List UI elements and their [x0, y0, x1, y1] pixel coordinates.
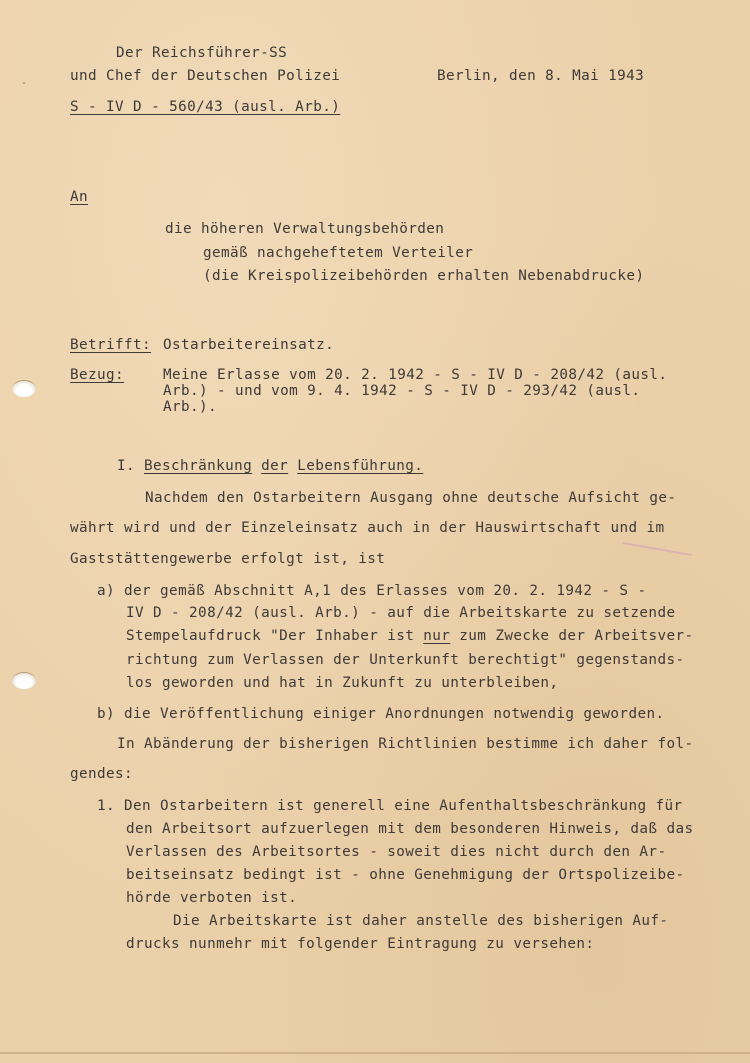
- sender-line-2: und Chef der Deutschen Polizei: [70, 68, 341, 84]
- sender-line-1: Der Reichsführer-SS: [116, 45, 288, 61]
- item-a-line-3-post: zum Zwecke der Arbeitsver-: [450, 628, 694, 644]
- reference-label: Bezug:: [70, 367, 125, 383]
- item-1-line-3: Verlassen des Arbeitsortes - soweit dies nicht durch den Ar-: [126, 844, 667, 860]
- item-b-line-1: b) die Veröffentlichung einiger Anordnungen notwendig geworden.: [97, 706, 665, 722]
- section-word-1: Beschränkung: [144, 458, 253, 474]
- item-a-line-5: los geworden und hat in Zukunft zu unterbleiben,: [126, 675, 559, 691]
- subject-label: Betrifft:: [70, 337, 152, 353]
- reference-line-2: Arb.) - und vom 9. 4. 1942 - S - IV D - 293/42 (ausl.: [163, 383, 641, 399]
- paragraph-2-line-2: gendes:: [70, 766, 134, 782]
- paragraph-2-line-1: In Abänderung der bisherigen Richtlinien bestimme ich daher fol-: [117, 736, 694, 752]
- item-1-line-7: drucks nunmehr mit folgender Eintragung zu versehen:: [126, 936, 595, 952]
- emphasis-nur: nur: [423, 628, 451, 644]
- section-number: I.: [117, 458, 136, 474]
- address-line-1: die höheren Verwaltungsbehörden: [165, 221, 445, 237]
- reference-line-1: Meine Erlasse vom 20. 2. 1942 - S - IV D - 208/42 (ausl.: [163, 367, 668, 383]
- margin-mark: ˇ: [21, 82, 28, 93]
- reference-line-3: Arb.).: [163, 399, 218, 415]
- item-a-line-3-pre: Stempelaufdruck "Der Inhaber ist: [126, 628, 424, 644]
- subject-text: Ostarbeitereinsatz.: [163, 337, 335, 353]
- section-word-2: der: [261, 458, 289, 474]
- paragraph-1-line-3: Gaststättengewerbe erfolgt ist, ist: [70, 551, 386, 567]
- item-1-line-4: beitseinsatz bedingt ist - ohne Genehmigung der Ortspolizeibe-: [126, 867, 685, 883]
- address-line-3: (die Kreispolizeibehörden erhalten Nebenabdrucke): [203, 268, 645, 284]
- paragraph-1-line-1: Nachdem den Ostarbeitern Ausgang ohne deutsche Aufsicht ge-: [145, 490, 677, 506]
- reference-number: S - IV D - 560/43 (ausl. Arb.): [70, 99, 341, 115]
- paragraph-1-line-2: währt wird und der Einzeleinsatz auch in der Hauswirtschaft und im: [70, 520, 665, 536]
- place-date: Berlin, den 8. Mai 1943: [437, 68, 645, 84]
- item-1-line-2: den Arbeitsort aufzuerlegen mit dem besonderen Hinweis, daß das: [126, 821, 694, 837]
- page-bottom-edge: [0, 1052, 750, 1054]
- section-heading: [117, 458, 423, 474]
- section-word-3: Lebensführung.: [297, 458, 424, 474]
- item-a-line-4: richtung zum Verlassen der Unterkunft berechtigt" gegenstands-: [126, 652, 685, 668]
- item-a-line-2: IV D - 208/42 (ausl. Arb.) - auf die Arbeitskarte zu setzende: [126, 605, 676, 621]
- item-1-line-6: Die Arbeitskarte ist daher anstelle des bisherigen Auf-: [173, 913, 669, 929]
- item-1-line-1: 1. Den Ostarbeitern ist generell eine Aufenthaltsbeschränkung für: [97, 798, 683, 814]
- item-1-line-5: hörde verboten ist.: [126, 890, 298, 906]
- punch-hole-bottom: [12, 672, 36, 689]
- address-line-2: gemäß nachgeheftetem Verteiler: [203, 245, 474, 261]
- punch-hole-top: [12, 380, 36, 397]
- ink-stroke: [622, 542, 691, 556]
- address-to: An: [70, 189, 89, 205]
- item-a-line-3: [126, 628, 693, 644]
- item-a-line-1: a) der gemäß Abschnitt A,1 des Erlasses vom 20. 2. 1942 - S -: [97, 583, 647, 599]
